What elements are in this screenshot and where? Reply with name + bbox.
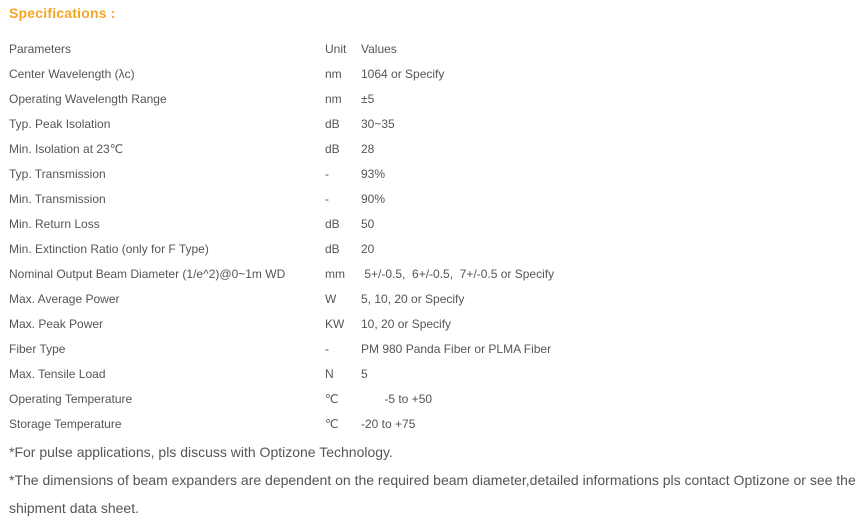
row-parameter: Min. Isolation at 23℃ xyxy=(9,142,124,156)
beam-expander-dimensions-note: *The dimensions of beam expanders are dependent on the required beam diameter,detailed informations pls contact Optizone or see the shipment data sheet. xyxy=(9,472,856,516)
row-value: 20 xyxy=(361,242,375,256)
row-unit: KW xyxy=(325,317,345,331)
table-row xyxy=(9,212,859,237)
row-parameter: Fiber Type xyxy=(9,342,66,356)
row-parameter: Typ. Peak Isolation xyxy=(9,117,111,131)
row-value: ±5 xyxy=(361,92,375,106)
row-parameter: Min. Transmission xyxy=(9,192,106,206)
row-unit: - xyxy=(325,342,329,356)
row-value: -20 to +75 xyxy=(361,417,416,431)
row-unit: dB xyxy=(325,217,340,231)
row-unit: - xyxy=(325,167,329,181)
row-unit: nm xyxy=(325,92,342,106)
row-parameter: Operating Temperature xyxy=(9,392,133,406)
table-row xyxy=(9,262,859,287)
row-parameter: Min. Extinction Ratio (only for F Type) xyxy=(9,242,209,256)
table-row xyxy=(9,87,859,112)
table-header-row xyxy=(9,37,859,62)
row-unit: dB xyxy=(325,117,340,131)
table-row xyxy=(9,187,859,212)
row-unit: dB xyxy=(325,242,340,256)
header-parameters: Parameters xyxy=(9,42,72,56)
table-row xyxy=(9,362,859,387)
row-unit: N xyxy=(325,367,334,381)
row-value: 28 xyxy=(361,142,375,156)
row-value: 90% xyxy=(361,192,386,206)
row-parameter: Center Wavelength (λc) xyxy=(9,67,135,81)
row-unit: ℃ xyxy=(325,392,339,406)
table-row xyxy=(9,162,859,187)
row-value: 50 xyxy=(361,217,375,231)
row-unit: ℃ xyxy=(325,417,339,431)
table-row xyxy=(9,387,859,412)
specifications-heading: Specifications : xyxy=(9,5,116,21)
row-unit: dB xyxy=(325,142,340,156)
table-row xyxy=(9,112,859,137)
table-row xyxy=(9,237,859,262)
row-parameter: Storage Temperature xyxy=(9,417,122,431)
pulse-applications-note: *For pulse applications, pls discuss with Optizone Technology. xyxy=(9,444,393,460)
table-row xyxy=(9,312,859,337)
row-parameter: Operating Wavelength Range xyxy=(9,92,167,106)
table-row xyxy=(9,62,859,87)
header-values: Values xyxy=(361,42,397,56)
row-value: 10, 20 or Specify xyxy=(361,317,452,331)
specifications-table xyxy=(9,37,859,437)
row-value: 5+/-0.5, 6+/-0.5, 7+/-0.5 or Specify xyxy=(361,267,555,281)
table-row xyxy=(9,337,859,362)
row-unit: - xyxy=(325,192,329,206)
row-value: 5, 10, 20 or Specify xyxy=(361,292,465,306)
table-row xyxy=(9,137,859,162)
row-value: PM 980 Panda Fiber or PLMA Fiber xyxy=(361,342,552,356)
row-value: 93% xyxy=(361,167,386,181)
row-parameter: Max. Average Power xyxy=(9,292,120,306)
row-value: 30~35 xyxy=(361,117,395,131)
row-parameter: Nominal Output Beam Diameter (1/e^2)@0~1m WD xyxy=(9,267,286,281)
row-value: 5 xyxy=(361,367,368,381)
row-parameter: Min. Return Loss xyxy=(9,217,100,231)
table-row xyxy=(9,412,859,437)
table-row xyxy=(9,287,859,312)
row-parameter: Typ. Transmission xyxy=(9,167,106,181)
row-unit: mm xyxy=(325,267,345,281)
row-unit: nm xyxy=(325,67,342,81)
row-parameter: Max. Peak Power xyxy=(9,317,104,331)
row-parameter: Max. Tensile Load xyxy=(9,367,106,381)
row-unit: W xyxy=(325,292,337,306)
row-value: -5 to +50 xyxy=(361,392,433,406)
header-unit: Unit xyxy=(325,42,347,56)
row-value: 1064 or Specify xyxy=(361,67,445,81)
